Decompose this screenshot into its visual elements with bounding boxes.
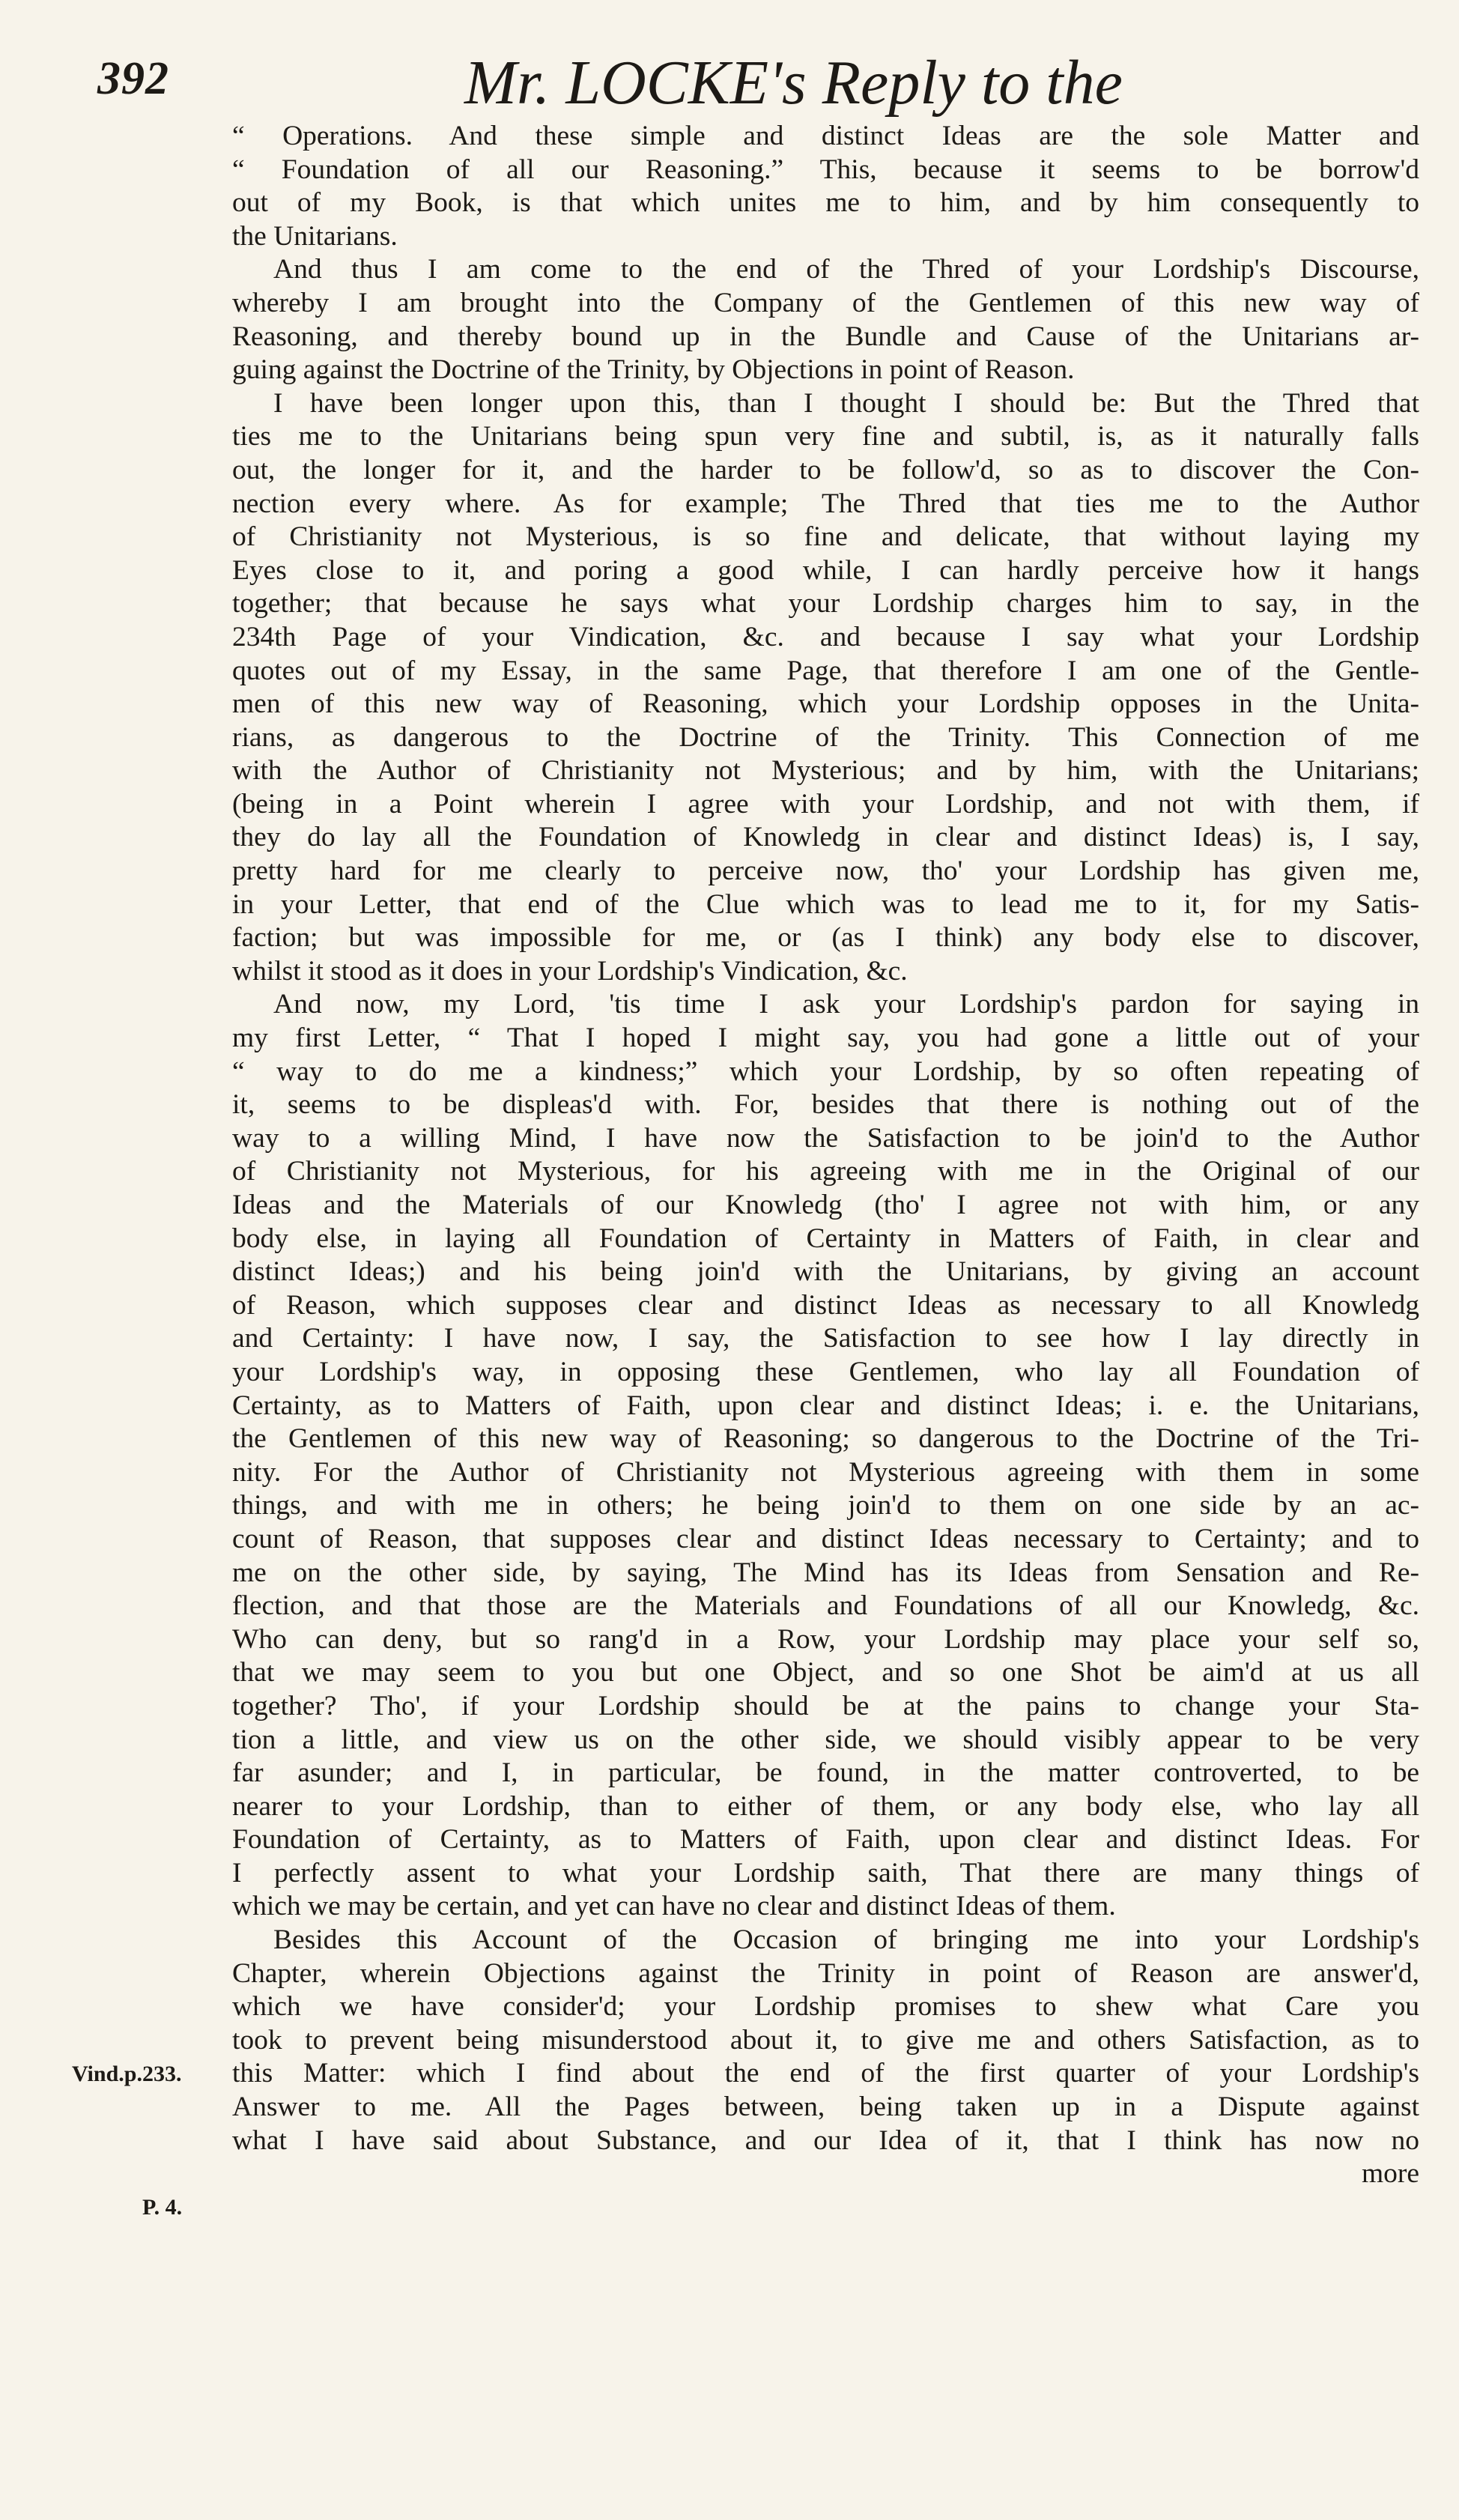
- text-line: “ way to do me a kindness;” which your Lordship, by so often repeating of: [232, 1055, 1419, 1087]
- text-line: Besides this Account of the Occasion of bringing me into your Lordship's: [273, 1924, 1419, 1956]
- text-line: of Christianity not Mysterious, for his agreeing with me in the Original of our: [232, 1156, 1419, 1187]
- text-line: of Christianity not Mysterious, is so fine and delicate, that without laying my: [232, 521, 1419, 553]
- text-line: “ Foundation of all our Reasoning.” This, because it seems to be borrow'd: [232, 154, 1419, 185]
- text-line: count of Reason, that supposes clear and distinct Ideas necessary to Certainty; and to: [232, 1523, 1419, 1554]
- margin-note-p4: P. 4.: [142, 2195, 183, 2220]
- text-line: more: [1361, 2158, 1419, 2190]
- text-line: quotes out of my Essay, in the same Page, that therefore I am one of the Gentle-: [232, 655, 1419, 686]
- text-line: whereby I am brought into the Company of the Gentlemen of this new way of: [232, 287, 1419, 318]
- text-line: what I have said about Substance, and our Idea of it, that I think has now no: [232, 2124, 1419, 2156]
- text-line: that we may seem to you but one Object, and so one Shot be aim'd at us all: [232, 1657, 1419, 1688]
- text-line: took to prevent being misunderstood about it, to give me and others Satisfaction, as to: [232, 2024, 1419, 2056]
- text-line: I have been longer upon this, than I thought I should be: But the Thred that: [273, 387, 1419, 419]
- text-line: faction; but was impossible for me, or (as I think) any body else to discover,: [232, 922, 1419, 954]
- text-line: (being in a Point wherein I agree with your Lordship, and not with them, if: [232, 788, 1419, 820]
- text-line: distinct Ideas;) and his being join'd with the Unitarians, by giving an account: [232, 1256, 1419, 1288]
- text-line: with the Author of Christianity not Mysterious; and by him, with the Unitarians;: [232, 755, 1419, 787]
- text-line: nity. For the Author of Christianity not Mysterious agreeing with them in some: [232, 1456, 1419, 1488]
- text-line: guing against the Doctrine of the Trinity, by Objections in point of Reason.: [232, 354, 1075, 386]
- text-line: which we may be certain, and yet can have no clear and distinct Ideas of them.: [232, 1891, 1116, 1922]
- text-line: Who can deny, but so rang'd in a Row, your Lordship may place your self so,: [232, 1623, 1419, 1655]
- text-line: this Matter: which I find about the end of the first quarter of your Lordship's: [232, 2058, 1419, 2089]
- text-line: in your Letter, that end of the Clue which was to lead me to it, for my Satis-: [232, 888, 1419, 920]
- page-number: 392: [97, 53, 169, 104]
- text-line: nearer to your Lordship, than to either of them, or any body else, who lay all: [232, 1790, 1419, 1822]
- text-line: men of this new way of Reasoning, which your Lordship opposes in the Unita-: [232, 688, 1419, 720]
- page-header: [97, 46, 1431, 121]
- text-line: which we have consider'd; your Lordship promises to shew what Care you: [232, 1991, 1419, 2023]
- text-line: me on the other side, by saying, The Mind has its Ideas from Sensation and Re-: [232, 1557, 1419, 1588]
- text-line: my first Letter, “ That I hoped I might say, you had gone a little out of your: [232, 1023, 1419, 1054]
- text-line: 234th Page of your Vindication, &c. and because I say what your Lordship: [232, 621, 1419, 652]
- text-line: together; that because he says what your Lordship charges him to say, in the: [232, 588, 1419, 620]
- text-line: Ideas and the Materials of our Knowledg (tho' I agree not with him, or any: [232, 1190, 1419, 1220]
- text-line: far asunder; and I, in particular, be found, in the matter controverted, to be: [232, 1757, 1419, 1789]
- text-line: of Reason, which supposes clear and distinct Ideas as necessary to all Knowledg: [232, 1289, 1419, 1321]
- text-line: way to a willing Mind, I have now the Satisfaction to be join'd to the Author: [232, 1122, 1419, 1154]
- running-title: Mr. LOCKE's Reply to the: [464, 48, 1123, 118]
- text-line: the Unitarians.: [232, 220, 398, 252]
- text-line: And now, my Lord, 'tis time I ask your Lordship's pardon for saying in: [273, 989, 1419, 1020]
- text-line: nection every where. As for example; The Thred that ties me to the Author: [232, 488, 1419, 519]
- text-line: and Certainty: I have now, I say, the Satisfaction to see how I lay directly in: [232, 1323, 1419, 1354]
- text-line: Chapter, wherein Objections against the Trinity in point of Reason are answer'd,: [232, 1957, 1419, 1989]
- text-line: “ Operations. And these simple and distinct Ideas are the sole Matter and: [232, 121, 1419, 151]
- text-line: Answer to me. All the Pages between, being taken up in a Dispute against: [232, 2092, 1419, 2123]
- text-line: ties me to the Unitarians being spun very fine and subtil, is, as it naturally falls: [232, 421, 1419, 452]
- text-line: the Gentlemen of this new way of Reasoning; so dangerous to the Doctrine of the Tri-: [232, 1423, 1419, 1455]
- margin-note-vind: Vind.p.233.: [72, 2062, 182, 2086]
- text-line: whilst it stood as it does in your Lordship's Vindication, &c.: [232, 955, 908, 987]
- text-line: Certainty, as to Matters of Faith, upon clear and distinct Ideas; i. e. the Unitarians,: [232, 1390, 1419, 1421]
- text-line: tion a little, and view us on the other side, we should visibly appear to be very: [232, 1724, 1419, 1755]
- text-line: out, the longer for it, and the harder to be follow'd, so as to discover the Con-: [232, 454, 1419, 485]
- text-line: out of my Book, is that which unites me to him, and by him consequently to: [232, 187, 1419, 219]
- text-line: Foundation of Certainty, as to Matters of Faith, upon clear and distinct Ideas. For: [232, 1824, 1419, 1856]
- text-line: they do lay all the Foundation of Knowledg in clear and distinct Ideas) is, I say,: [232, 822, 1419, 853]
- text-line: And thus I am come to the end of the Thred of your Lordship's Discourse,: [273, 254, 1419, 285]
- text-line: your Lordship's way, in opposing these Gentlemen, who lay all Foundation of: [232, 1356, 1419, 1387]
- text-line: together? Tho', if your Lordship should be at the pains to change your Sta-: [232, 1690, 1419, 1721]
- text-line: pretty hard for me clearly to perceive now, tho' your Lordship has given me,: [232, 855, 1419, 887]
- text-line: Reasoning, and thereby bound up in the Bundle and Cause of the Unitarians ar-: [232, 321, 1419, 352]
- text-line: rians, as dangerous to the Doctrine of the Trinity. This Connection of me: [232, 721, 1419, 753]
- text-line: Eyes close to it, and poring a good while, I can hardly perceive how it hangs: [232, 554, 1419, 586]
- text-line: it, seems to be displeas'd with. For, besides that there is nothing out of the: [232, 1089, 1419, 1121]
- text-line: things, and with me in others; he being join'd to them on one side by an ac-: [232, 1490, 1419, 1521]
- text-line: flection, and that those are the Materials and Foundations of all our Knowledg, &c.: [232, 1590, 1419, 1622]
- text-line: body else, in laying all Foundation of Certainty in Matters of Faith, in clear and: [232, 1223, 1419, 1254]
- text-line: I perfectly assent to what your Lordship saith, That there are many things of: [232, 1857, 1419, 1889]
- body-text: [232, 120, 1419, 2191]
